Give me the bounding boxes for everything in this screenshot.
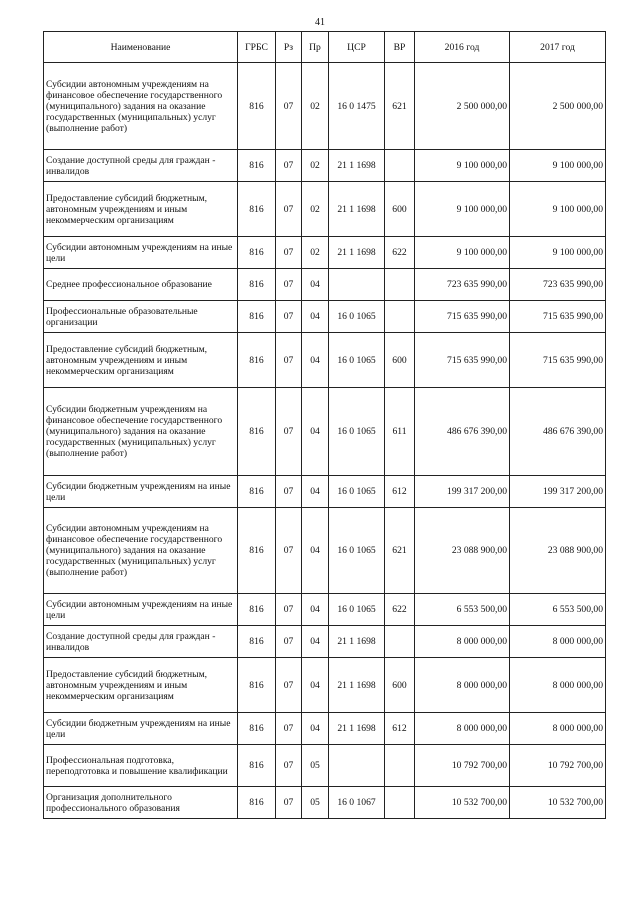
- cell-2017: 9 100 000,00: [510, 150, 606, 182]
- cell-rz: 07: [276, 508, 302, 594]
- cell-pr: 04: [302, 301, 329, 333]
- cell-2016: 10 792 700,00: [415, 745, 510, 787]
- cell-csr: 16 0 1475: [329, 63, 385, 150]
- cell-vr: [385, 626, 415, 658]
- cell-rz: 07: [276, 476, 302, 508]
- cell-2017: 199 317 200,00: [510, 476, 606, 508]
- table-row: [44, 476, 606, 508]
- cell-rz: 07: [276, 63, 302, 150]
- cell-vr: 600: [385, 658, 415, 713]
- cell-grbs: 816: [238, 388, 276, 476]
- cell-vr: [385, 787, 415, 819]
- cell-pr: 05: [302, 745, 329, 787]
- cell-csr: 16 0 1065: [329, 301, 385, 333]
- cell-name: Субсидии бюджетным учреждениям на финансовое обеспечение государственного (муниципального) задания на оказание государственных (муниципальных) услуг (выполнение работ): [44, 388, 238, 476]
- table-header-row: [44, 32, 606, 63]
- table-row: [44, 269, 606, 301]
- column-header-pr: Пр: [302, 32, 329, 63]
- table-row: [44, 63, 606, 150]
- budget-table: [43, 31, 606, 819]
- cell-vr: [385, 745, 415, 787]
- table-row: [44, 182, 606, 237]
- cell-2016: 715 635 990,00: [415, 333, 510, 388]
- table-row: [44, 301, 606, 333]
- cell-rz: 07: [276, 626, 302, 658]
- cell-vr: [385, 301, 415, 333]
- cell-name: Создание доступной среды для граждан - инвалидов: [44, 626, 238, 658]
- cell-2017: 715 635 990,00: [510, 333, 606, 388]
- cell-rz: 07: [276, 658, 302, 713]
- cell-csr: 16 0 1065: [329, 508, 385, 594]
- table-row: [44, 658, 606, 713]
- cell-name: Субсидии автономным учреждениям на иные цели: [44, 237, 238, 269]
- table-row: [44, 237, 606, 269]
- cell-csr: 21 1 1698: [329, 150, 385, 182]
- cell-name: Субсидии бюджетным учреждениям на иные цели: [44, 713, 238, 745]
- page-number: 41: [315, 17, 325, 28]
- cell-name: Организация дополнительного профессионального образования: [44, 787, 238, 819]
- column-header-2017: 2017 год: [510, 32, 606, 63]
- column-header-name: Наименование: [44, 32, 238, 63]
- cell-pr: 02: [302, 150, 329, 182]
- column-header-csr: ЦСР: [329, 32, 385, 63]
- cell-csr: 21 1 1698: [329, 182, 385, 237]
- cell-grbs: 816: [238, 63, 276, 150]
- cell-2017: 723 635 990,00: [510, 269, 606, 301]
- cell-2017: 2 500 000,00: [510, 63, 606, 150]
- cell-csr: 21 1 1698: [329, 658, 385, 713]
- cell-grbs: 816: [238, 476, 276, 508]
- cell-csr: [329, 745, 385, 787]
- cell-vr: 621: [385, 63, 415, 150]
- cell-name: Субсидии автономным учреждениям на иные цели: [44, 594, 238, 626]
- table-row: [44, 745, 606, 787]
- cell-2017: 9 100 000,00: [510, 182, 606, 237]
- cell-grbs: 816: [238, 301, 276, 333]
- cell-pr: 04: [302, 594, 329, 626]
- cell-name: Профессиональные образовательные организации: [44, 301, 238, 333]
- cell-rz: 07: [276, 388, 302, 476]
- cell-pr: 02: [302, 237, 329, 269]
- cell-rz: 07: [276, 594, 302, 626]
- column-header-grbs: ГРБС: [238, 32, 276, 63]
- cell-csr: 16 0 1065: [329, 333, 385, 388]
- cell-grbs: 816: [238, 150, 276, 182]
- cell-grbs: 816: [238, 713, 276, 745]
- cell-pr: 04: [302, 388, 329, 476]
- table-row: [44, 713, 606, 745]
- cell-grbs: 816: [238, 594, 276, 626]
- cell-2017: 23 088 900,00: [510, 508, 606, 594]
- cell-grbs: 816: [238, 508, 276, 594]
- cell-vr: 622: [385, 237, 415, 269]
- cell-name: Предоставление субсидий бюджетным, автономным учреждениям и иным некоммерческим организациям: [44, 658, 238, 713]
- cell-pr: 02: [302, 63, 329, 150]
- cell-pr: 04: [302, 658, 329, 713]
- cell-2016: 723 635 990,00: [415, 269, 510, 301]
- cell-pr: 04: [302, 269, 329, 301]
- cell-vr: [385, 150, 415, 182]
- cell-vr: 622: [385, 594, 415, 626]
- cell-grbs: 816: [238, 269, 276, 301]
- cell-vr: [385, 269, 415, 301]
- cell-2016: 9 100 000,00: [415, 237, 510, 269]
- cell-2017: 9 100 000,00: [510, 237, 606, 269]
- cell-pr: 04: [302, 476, 329, 508]
- cell-2017: 8 000 000,00: [510, 626, 606, 658]
- cell-2017: 715 635 990,00: [510, 301, 606, 333]
- cell-2016: 8 000 000,00: [415, 713, 510, 745]
- cell-csr: 16 0 1065: [329, 594, 385, 626]
- cell-grbs: 816: [238, 182, 276, 237]
- table-row: [44, 388, 606, 476]
- cell-csr: 16 0 1067: [329, 787, 385, 819]
- cell-2016: 8 000 000,00: [415, 658, 510, 713]
- cell-pr: 04: [302, 713, 329, 745]
- cell-csr: [329, 269, 385, 301]
- cell-grbs: 816: [238, 237, 276, 269]
- cell-grbs: 816: [238, 626, 276, 658]
- cell-rz: 07: [276, 333, 302, 388]
- cell-2016: 199 317 200,00: [415, 476, 510, 508]
- cell-2017: 8 000 000,00: [510, 658, 606, 713]
- cell-csr: 16 0 1065: [329, 388, 385, 476]
- cell-rz: 07: [276, 787, 302, 819]
- cell-csr: 21 1 1698: [329, 713, 385, 745]
- cell-vr: 612: [385, 713, 415, 745]
- cell-rz: 07: [276, 269, 302, 301]
- cell-2016: 9 100 000,00: [415, 182, 510, 237]
- cell-grbs: 816: [238, 333, 276, 388]
- cell-pr: 05: [302, 787, 329, 819]
- column-header-2016: 2016 год: [415, 32, 510, 63]
- cell-pr: 04: [302, 333, 329, 388]
- column-header-vr: ВР: [385, 32, 415, 63]
- cell-2016: 23 088 900,00: [415, 508, 510, 594]
- cell-name: Предоставление субсидий бюджетным, автономным учреждениям и иным некоммерческим организациям: [44, 182, 238, 237]
- cell-vr: 600: [385, 333, 415, 388]
- cell-name: Субсидии автономным учреждениям на финансовое обеспечение государственного (муниципального) задания на оказание государственных (муниципальных) услуг (выполнение работ): [44, 508, 238, 594]
- cell-csr: 21 1 1698: [329, 626, 385, 658]
- cell-2016: 486 676 390,00: [415, 388, 510, 476]
- table-row: [44, 594, 606, 626]
- cell-2017: 6 553 500,00: [510, 594, 606, 626]
- cell-2016: 9 100 000,00: [415, 150, 510, 182]
- table-row: [44, 626, 606, 658]
- cell-name: Субсидии бюджетным учреждениям на иные цели: [44, 476, 238, 508]
- cell-name: Субсидии автономным учреждениям на финансовое обеспечение государственного (муниципального) задания на оказание государственных (муниципальных) услуг (выполнение работ): [44, 63, 238, 150]
- cell-2017: 10 792 700,00: [510, 745, 606, 787]
- cell-2016: 8 000 000,00: [415, 626, 510, 658]
- cell-csr: 16 0 1065: [329, 476, 385, 508]
- cell-name: Среднее профессиональное образование: [44, 269, 238, 301]
- cell-pr: 04: [302, 626, 329, 658]
- cell-name: Создание доступной среды для граждан - инвалидов: [44, 150, 238, 182]
- table-row: [44, 150, 606, 182]
- cell-2017: 486 676 390,00: [510, 388, 606, 476]
- table-row: [44, 787, 606, 819]
- cell-2016: 6 553 500,00: [415, 594, 510, 626]
- cell-grbs: 816: [238, 787, 276, 819]
- cell-vr: 612: [385, 476, 415, 508]
- cell-rz: 07: [276, 713, 302, 745]
- cell-rz: 07: [276, 182, 302, 237]
- cell-name: Предоставление субсидий бюджетным, автономным учреждениям и иным некоммерческим организациям: [44, 333, 238, 388]
- cell-csr: 21 1 1698: [329, 237, 385, 269]
- cell-rz: 07: [276, 237, 302, 269]
- cell-2017: 8 000 000,00: [510, 713, 606, 745]
- cell-2016: 10 532 700,00: [415, 787, 510, 819]
- table-row: [44, 508, 606, 594]
- cell-grbs: 816: [238, 658, 276, 713]
- table-row: [44, 333, 606, 388]
- cell-vr: 611: [385, 388, 415, 476]
- cell-vr: 621: [385, 508, 415, 594]
- column-header-rz: Рз: [276, 32, 302, 63]
- cell-vr: 600: [385, 182, 415, 237]
- cell-pr: 04: [302, 508, 329, 594]
- cell-rz: 07: [276, 301, 302, 333]
- cell-2016: 2 500 000,00: [415, 63, 510, 150]
- cell-grbs: 816: [238, 745, 276, 787]
- cell-rz: 07: [276, 745, 302, 787]
- cell-pr: 02: [302, 182, 329, 237]
- cell-rz: 07: [276, 150, 302, 182]
- cell-2016: 715 635 990,00: [415, 301, 510, 333]
- cell-2017: 10 532 700,00: [510, 787, 606, 819]
- cell-name: Профессиональная подготовка, переподготовка и повышение квалификации: [44, 745, 238, 787]
